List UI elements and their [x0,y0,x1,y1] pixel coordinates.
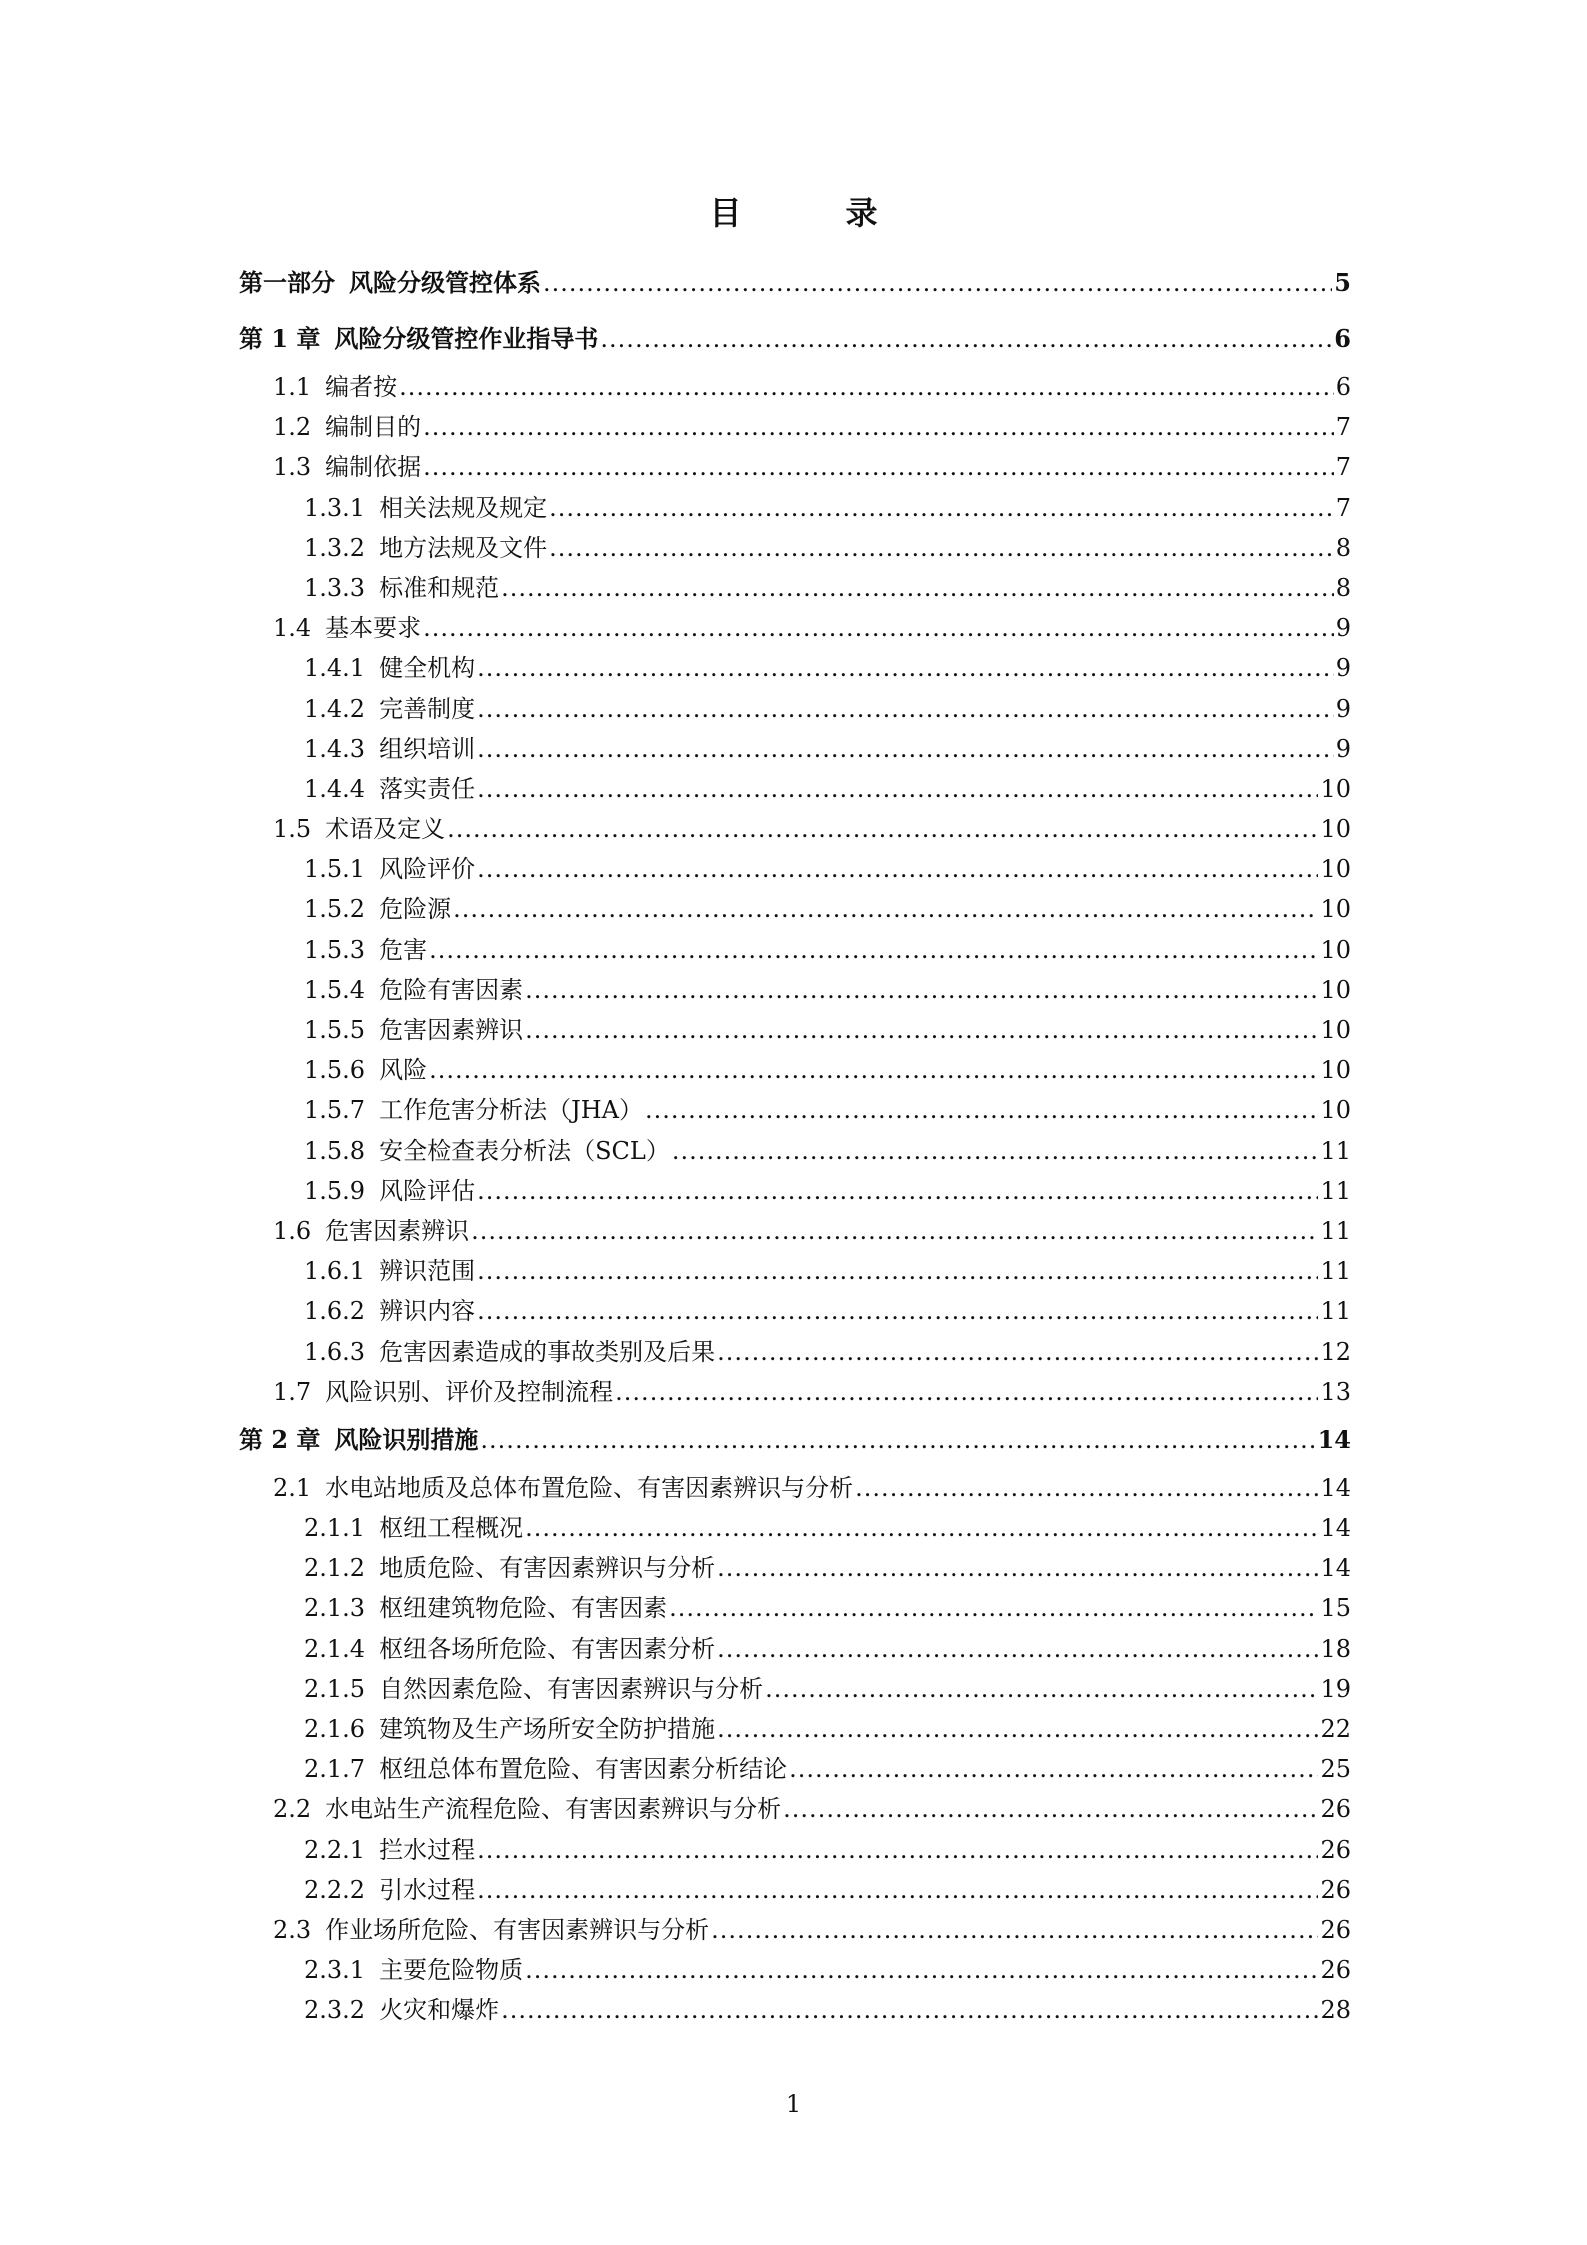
toc-entry-number: 1.1 [273,373,312,401]
toc-entry[interactable] [239,648,1351,688]
toc-entry-title: 辨识内容 [379,1297,476,1326]
toc-entry-number: 2.3 [273,1915,312,1944]
page-number: 1 [785,2090,802,2118]
toc-entry-number: 1.5.6 [304,1056,366,1085]
dot-leader [447,817,1318,842]
toc-entry-number: 1.3 [273,453,312,482]
toc-entry-page: 11 [1320,1136,1351,1165]
toc-entry[interactable] [239,407,1351,447]
toc-entry-number: 2.1.6 [304,1715,366,1743]
toc-entry-page: 12 [1320,1337,1351,1366]
page-title: 目 录 [709,194,914,232]
toc-entry[interactable] [239,1548,1351,1588]
dot-leader [477,1259,1318,1284]
toc-entry-number: 第一部分 [239,268,335,297]
toc-entry-title: 基本要求 [325,614,422,643]
dot-leader [477,1299,1318,1324]
toc-entry-page: 26 [1320,1956,1351,1985]
dot-leader [477,857,1318,882]
dot-leader [600,327,1332,352]
toc-entry-page: 25 [1320,1755,1351,1784]
toc-entry-page: 14 [1320,1514,1351,1543]
dot-leader [549,496,1334,521]
toc-entry[interactable] [239,1372,1351,1412]
dot-leader [717,1637,1318,1662]
toc-entry-title: 主要危险物质 [379,1956,524,1985]
toc-entry-number: 2.3.2 [304,1996,366,2025]
toc-entry-page: 11 [1320,1216,1351,1245]
toc-entry-title: 编制目的 [325,413,422,442]
toc-entry[interactable] [239,1131,1351,1171]
toc-entry[interactable] [239,849,1351,889]
toc-entry-page: 10 [1320,975,1351,1004]
toc-entry-page: 9 [1335,734,1351,763]
toc-entry-title: 危害因素造成的事故类别及后果 [379,1337,716,1366]
toc-entry-page: 6 [1334,324,1351,353]
toc-entry-number: 1.5.1 [304,855,366,884]
toc-entry-page: 15 [1320,1594,1351,1623]
toc-entry-number: 第 2 章 [239,1424,321,1454]
toc-entry-title: 危害 [379,935,428,964]
toc-entry[interactable] [239,889,1351,929]
toc-entry-title: 风险评价 [379,855,476,884]
toc-entry[interactable] [239,367,1351,407]
toc-heading-entry[interactable] [239,255,1351,311]
toc-entry[interactable] [239,1291,1351,1331]
toc-entry-title: 组织培训 [379,734,476,763]
dot-leader [501,576,1334,601]
toc-entry-title: 风险分级管控作业指导书 [334,324,599,353]
toc-entry-page: 9 [1335,694,1351,723]
dot-leader [717,1717,1318,1742]
dot-leader [423,415,1334,440]
toc-entry-page: 14 [1320,1473,1351,1502]
dot-leader [765,1677,1318,1702]
toc-entry[interactable] [239,608,1351,648]
toc-entry-number: 1.3.2 [304,533,366,562]
toc-entry-page: 5 [1334,268,1351,297]
dot-leader [429,938,1318,963]
toc-entry-title: 危险有害因素 [379,975,524,1004]
dot-leader [525,1958,1318,1983]
dot-leader [525,978,1318,1003]
dot-leader [789,1757,1318,1782]
toc-entry[interactable] [239,689,1351,729]
toc-entry-title: 相关法规及规定 [379,493,548,522]
toc-entry-page: 26 [1320,1915,1351,1944]
toc-entry[interactable] [239,809,1351,849]
dot-leader [429,1058,1318,1083]
toc-entry-page: 11 [1320,1176,1351,1205]
toc-entry[interactable] [239,1629,1351,1669]
toc-entry-page: 10 [1320,895,1351,924]
toc-entry-page: 14 [1317,1424,1351,1454]
toc-entry-title: 风险 [379,1056,428,1085]
toc-entry-number: 1.4.1 [304,654,366,683]
toc-entry-title: 火灾和爆炸 [379,1996,500,2025]
dot-leader [480,1428,1315,1453]
dot-leader [453,897,1318,922]
dot-leader [711,1918,1318,1943]
toc-entry-title: 风险分级管控体系 [349,268,541,297]
toc-entry-number: 2.2.2 [304,1875,366,1904]
dot-leader [477,656,1334,681]
toc-entry-number: 1.5.2 [304,895,366,924]
dot-leader [477,1179,1318,1204]
toc-entry-title: 引水过程 [379,1875,476,1904]
toc-entry-title: 完善制度 [379,694,476,723]
toc-entry[interactable] [239,447,1351,487]
toc-entry-number: 2.1.5 [304,1674,366,1703]
toc-entry[interactable] [239,1251,1351,1291]
toc-entry[interactable] [239,568,1351,608]
toc-entry[interactable] [239,1332,1351,1372]
toc-entry-page: 10 [1320,1096,1351,1125]
toc-entry-title: 作业场所危险、有害因素辨识与分析 [325,1915,710,1944]
toc-entry-title: 危害因素辨识 [325,1216,470,1245]
toc-entry[interactable] [239,1588,1351,1628]
toc-entry-number: 2.2 [273,1795,312,1824]
toc-entry-number: 2.1.2 [304,1554,366,1583]
dot-leader [543,271,1332,296]
dot-leader [549,536,1334,561]
toc-entry-title: 工作危害分析法（JHA） [379,1096,643,1125]
toc-entry-page: 28 [1320,1996,1351,2025]
toc-entry-page: 26 [1320,1875,1351,1904]
dot-leader [525,1018,1318,1043]
toc-entry-page: 8 [1335,533,1351,562]
toc-entry-title: 自然因素危险、有害因素辨识与分析 [379,1674,764,1703]
toc-entry-title: 标准和规范 [379,573,500,602]
toc-entry-page: 22 [1320,1715,1351,1743]
toc-entry[interactable] [239,1910,1351,1950]
toc-entry[interactable] [239,528,1351,568]
toc-entry-number: 2.3.1 [304,1956,366,1985]
toc-entry-page: 10 [1320,1056,1351,1085]
dot-leader [423,616,1334,641]
toc-entry[interactable] [239,1010,1351,1050]
toc-entry-number: 2.2.1 [304,1835,366,1864]
toc-entry-title: 落实责任 [379,774,476,803]
toc-entry-title: 编者按 [325,373,398,401]
toc-entry[interactable] [239,1789,1351,1829]
dot-leader [645,1098,1318,1123]
toc-entry-title: 枢纽总体布置危险、有害因素分析结论 [379,1755,788,1784]
toc-entry-title: 风险识别、评价及控制流程 [325,1377,614,1406]
toc-entry[interactable] [239,1830,1351,1870]
toc-entry[interactable] [239,1749,1351,1789]
toc-entry-title: 风险评估 [379,1176,476,1205]
toc-entry-number: 第 1 章 [239,324,321,353]
toc-entry-title: 编制依据 [325,453,422,482]
toc-entry-title: 安全检查表分析法（SCL） [379,1136,670,1165]
toc-entry-page: 6 [1335,373,1351,401]
toc-heading-entry[interactable] [239,311,1351,367]
toc-entry-page: 7 [1335,413,1351,442]
toc-entry-number: 1.6.3 [304,1337,366,1366]
dot-leader [501,1998,1318,2023]
dot-leader [615,1380,1318,1405]
toc-entry-page: 10 [1320,855,1351,884]
toc-entry-number: 1.5 [273,815,312,844]
toc-entry-number: 1.4 [273,614,312,643]
toc-entry-number: 2.1.3 [304,1594,366,1623]
dot-leader [477,1838,1318,1863]
toc-entry-number: 1.4.2 [304,694,366,723]
toc-entry-title: 建筑物及生产场所安全防护措施 [379,1715,716,1743]
toc-entry[interactable] [239,1950,1351,1990]
toc-entry-page: 7 [1335,493,1351,522]
toc-entry-title: 枢纽工程概况 [379,1514,524,1543]
toc-entry-page: 13 [1320,1377,1351,1406]
toc-entry-number: 1.7 [273,1377,312,1406]
toc-entry-number: 1.6.2 [304,1297,366,1326]
dot-leader [783,1797,1318,1822]
toc-entry[interactable] [239,1870,1351,1910]
toc-entry-number: 2.1 [273,1473,312,1502]
dot-leader [855,1476,1318,1501]
toc-entry[interactable] [239,769,1351,809]
toc-entry[interactable] [239,1508,1351,1548]
toc-entry[interactable] [239,970,1351,1010]
toc-entry-page: 10 [1320,935,1351,964]
toc-entry-title: 地质危险、有害因素辨识与分析 [379,1554,716,1583]
toc-entry[interactable] [239,1990,1351,2030]
toc-entry[interactable] [239,1468,1351,1508]
toc-entry-number: 2.1.7 [304,1755,366,1784]
toc-entry-title: 危害因素辨识 [379,1016,524,1044]
toc-entry[interactable] [239,930,1351,970]
toc-entry-page: 26 [1320,1795,1351,1824]
toc-entry-title: 拦水过程 [379,1835,476,1864]
toc-entry-page: 11 [1320,1257,1351,1286]
toc-entry-number: 1.3.1 [304,493,366,522]
dot-leader [669,1596,1318,1621]
dot-leader [477,697,1334,722]
toc-entry-page: 18 [1320,1634,1351,1663]
toc-entry[interactable] [239,1709,1351,1749]
toc-entry-page: 9 [1335,654,1351,683]
toc-entry[interactable] [239,1669,1351,1709]
toc-entry-number: 1.5.8 [304,1136,366,1165]
toc-entry[interactable] [239,488,1351,528]
toc-entry-page: 11 [1320,1297,1351,1326]
toc-entry-number: 1.2 [273,413,312,442]
toc-entry-number: 1.4.4 [304,774,366,803]
toc-entry-page: 10 [1320,774,1351,803]
toc-entry-page: 19 [1320,1674,1351,1703]
dot-leader [717,1556,1318,1581]
toc-entry[interactable] [239,1171,1351,1211]
dot-leader [525,1516,1318,1541]
toc-entry[interactable] [239,729,1351,769]
toc-entry-title: 健全机构 [379,654,476,683]
toc-entry-page: 14 [1320,1554,1351,1583]
toc-entry-title: 水电站生产流程危险、有害因素辨识与分析 [325,1795,782,1824]
toc-entry[interactable] [239,1211,1351,1251]
toc-entry-number: 1.5.3 [304,935,366,964]
toc-entry-page: 7 [1335,453,1351,482]
toc-entry-number: 2.1.4 [304,1634,366,1663]
toc-entry-page: 9 [1335,614,1351,643]
toc-entry-number: 1.5.9 [304,1176,366,1205]
toc-entry-number: 1.3.3 [304,573,366,602]
toc-entry-number: 1.6 [273,1216,312,1245]
dot-leader [477,737,1334,762]
toc-entry-title: 危险源 [379,895,452,924]
toc-entry-page: 26 [1320,1835,1351,1864]
toc-entry-page: 10 [1320,1016,1351,1044]
toc-entry-title: 枢纽建筑物危险、有害因素 [379,1594,668,1623]
toc-entry-title: 风险识别措施 [334,1424,479,1454]
toc-entry-page: 10 [1320,815,1351,844]
toc-entry-page: 8 [1335,573,1351,602]
toc-entry-title: 辨识范围 [379,1257,476,1286]
toc-entry[interactable] [239,1090,1351,1130]
toc-entry-title: 术语及定义 [325,815,446,844]
dot-leader [477,1878,1318,1903]
dot-leader [399,375,1334,400]
dot-leader [423,455,1334,480]
toc-entry-title: 地方法规及文件 [379,533,548,562]
toc-entry-title: 水电站地质及总体布置危险、有害因素辨识与分析 [325,1473,854,1502]
dot-leader [471,1219,1318,1244]
dot-leader [717,1340,1318,1365]
table-of-contents [239,255,1351,2031]
toc-entry[interactable] [239,1050,1351,1090]
toc-heading-entry[interactable] [239,1412,1351,1468]
toc-entry-number: 2.1.1 [304,1514,366,1543]
toc-entry-number: 1.5.7 [304,1096,366,1125]
toc-entry-number: 1.6.1 [304,1257,366,1286]
toc-entry-number: 1.5.4 [304,975,366,1004]
dot-leader [672,1139,1319,1164]
toc-entry-title: 枢纽各场所危险、有害因素分析 [379,1634,716,1663]
toc-entry-number: 1.4.3 [304,734,366,763]
toc-entry-number: 1.5.5 [304,1016,366,1044]
dot-leader [477,777,1318,802]
